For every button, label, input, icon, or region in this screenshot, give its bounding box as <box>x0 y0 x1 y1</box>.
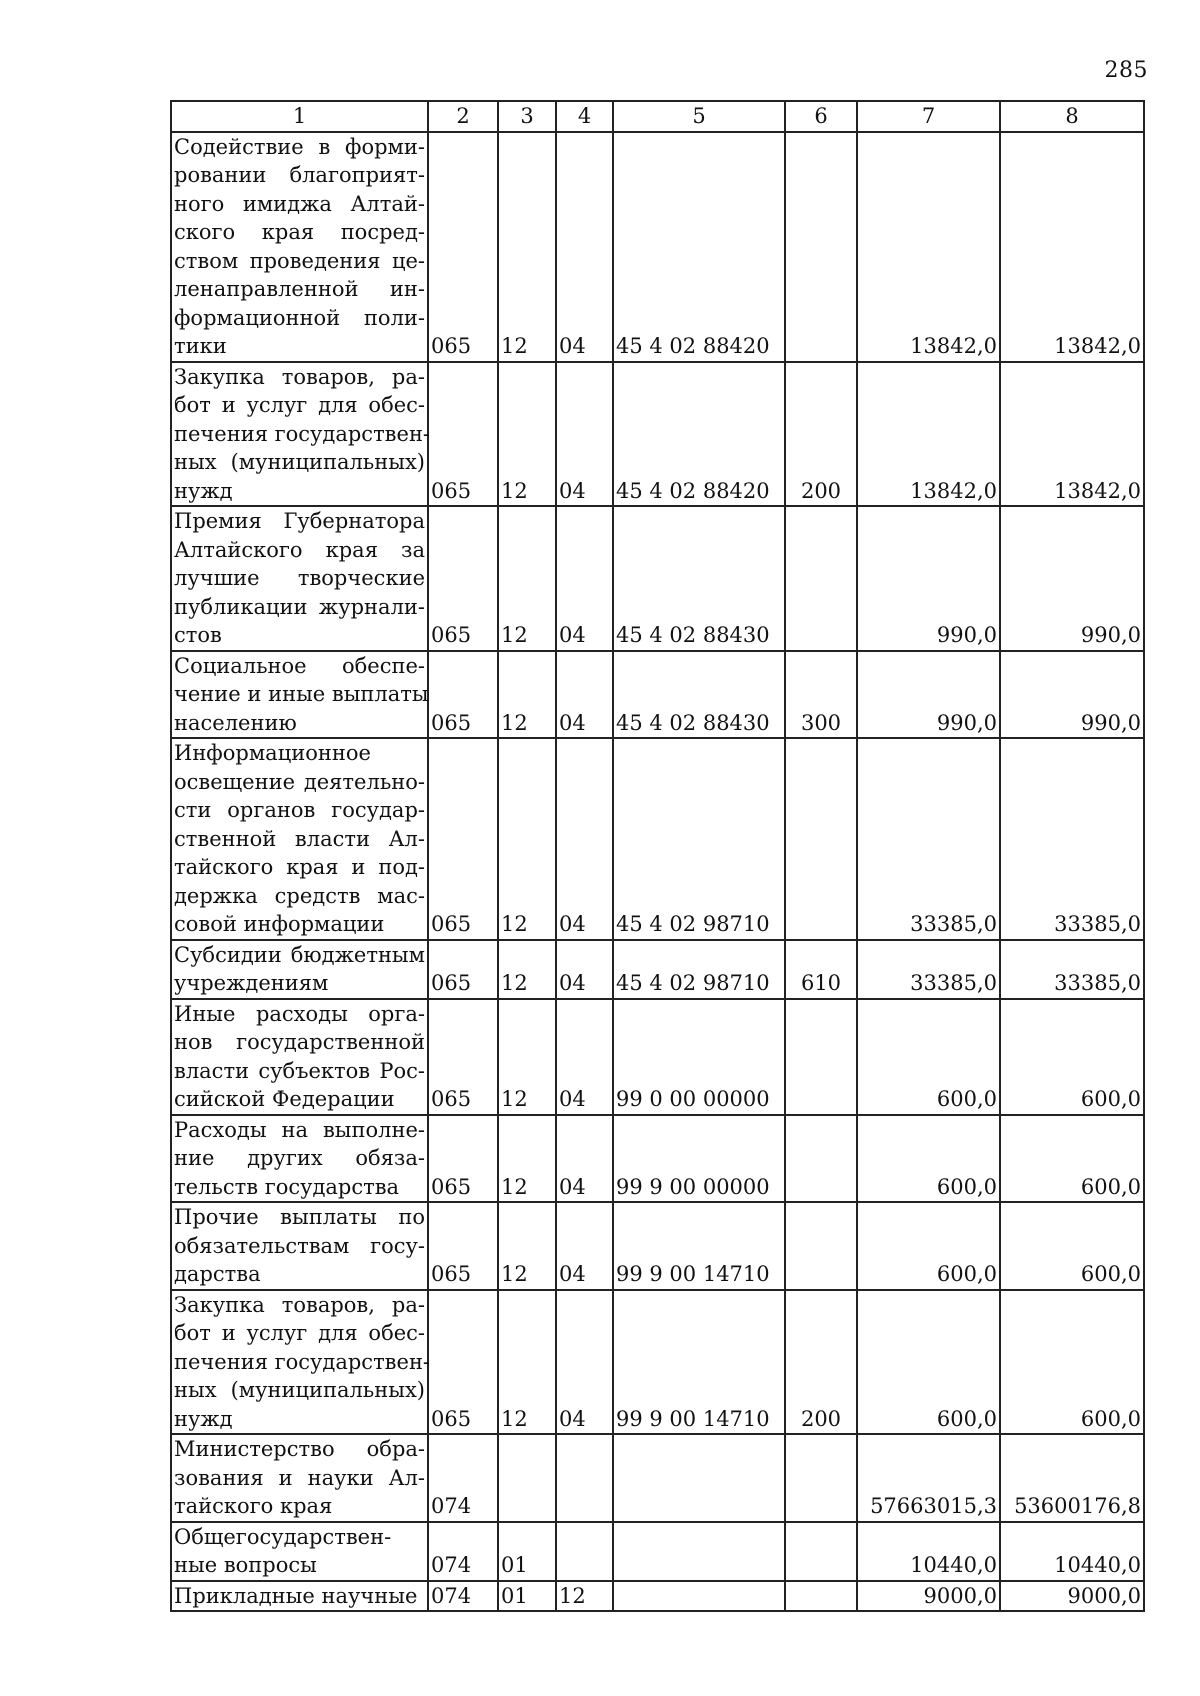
col-5-target-article: 99 0 00 00000 <box>613 999 785 1115</box>
row-name-line: ровании благоприят- <box>174 163 425 187</box>
col-3-section: 12 <box>498 1202 556 1290</box>
col-7-amount: 990,0 <box>857 506 1000 651</box>
col-7-amount: 33385,0 <box>857 940 1000 999</box>
col-5-target-article: 45 4 02 98710 <box>613 738 785 940</box>
table-row <box>171 1115 1144 1203</box>
header-col-3: 3 <box>498 101 556 132</box>
row-name-line: ные вопросы <box>174 1553 317 1577</box>
col-7-amount: 33385,0 <box>857 738 1000 940</box>
col-4-subsection: 04 <box>556 1202 613 1290</box>
row-name-line: ние других обяза- <box>174 1146 425 1170</box>
row-name <box>171 1434 428 1522</box>
col-4-subsection: 04 <box>556 651 613 739</box>
col-4-subsection: 04 <box>556 1290 613 1435</box>
row-name <box>171 651 428 739</box>
row-name-line: бот и услуг для обес- <box>174 1321 425 1345</box>
row-name-line: тики <box>174 334 227 358</box>
row-name-line: зования и науки Ал- <box>174 1465 425 1490</box>
row-name <box>171 1581 428 1612</box>
col-5-target-article <box>613 1522 785 1581</box>
row-name-line: населению <box>174 710 297 735</box>
col-5-target-article: 45 4 02 88430 <box>613 651 785 739</box>
header-col-4: 4 <box>556 101 613 132</box>
table-row <box>171 506 1144 651</box>
row-name-line: чение и иные выплаты <box>174 682 429 706</box>
col-4-subsection: 04 <box>556 940 613 999</box>
row-name-line: тельств государства <box>174 1174 400 1199</box>
col-7-amount: 9000,0 <box>857 1581 1000 1612</box>
row-name-line: лучшие творческие <box>174 566 425 590</box>
col-6-expense-type: 200 <box>785 362 857 507</box>
col-7-amount: 10440,0 <box>857 1522 1000 1581</box>
col-7-amount: 600,0 <box>857 999 1000 1115</box>
col-6-expense-type <box>785 506 857 651</box>
header-col-1: 1 <box>171 101 428 132</box>
row-name-line: сти органов государ- <box>174 798 425 822</box>
row-name-line: ственной власти Ал- <box>174 826 425 851</box>
row-name-line: ского края посред- <box>174 220 425 244</box>
row-name-line: ных (муниципальных) <box>174 450 425 474</box>
col-4-subsection: 04 <box>556 132 613 362</box>
col-7-amount: 600,0 <box>857 1115 1000 1203</box>
row-name-line: бот и услуг для обес- <box>174 393 425 417</box>
col-6-expense-type <box>785 1581 857 1612</box>
col-5-target-article <box>613 1434 785 1522</box>
col-7-amount: 13842,0 <box>857 132 1000 362</box>
col-6-expense-type <box>785 738 857 940</box>
row-name-line: Иные расходы орга- <box>174 1001 425 1026</box>
col-4-subsection: 04 <box>556 999 613 1115</box>
col-6-expense-type: 200 <box>785 1290 857 1435</box>
table-row <box>171 1202 1144 1290</box>
row-name-line: ленаправленной ин- <box>174 277 425 301</box>
row-name-line: Содействие в форми- <box>174 134 425 159</box>
row-name-line: власти субъектов Рос- <box>174 1058 425 1083</box>
row-name <box>171 940 428 999</box>
row-name-line: обязательствам госу- <box>174 1233 425 1258</box>
row-name-line: Социальное обеспе- <box>174 653 425 678</box>
col-6-expense-type: 300 <box>785 651 857 739</box>
table-row <box>171 940 1144 999</box>
col-8-amount: 600,0 <box>1000 1290 1144 1435</box>
col-8-amount: 990,0 <box>1000 651 1144 739</box>
row-name-line: публикации журнали- <box>174 594 425 619</box>
row-name-line: тайского края и под- <box>174 855 425 879</box>
col-2-chapter: 074 <box>428 1581 498 1612</box>
table-row <box>171 1434 1144 1522</box>
row-name-line: Премия Губернатора <box>174 509 425 533</box>
col-6-expense-type: 610 <box>785 940 857 999</box>
row-name-line: освещение деятельно- <box>174 769 425 794</box>
header-col-6: 6 <box>785 101 857 132</box>
header-col-8: 8 <box>1000 101 1144 132</box>
col-5-target-article <box>613 1581 785 1612</box>
col-6-expense-type <box>785 999 857 1115</box>
col-5-target-article: 45 4 02 88430 <box>613 506 785 651</box>
col-2-chapter: 065 <box>428 506 498 651</box>
col-3-section: 12 <box>498 738 556 940</box>
row-name-line: сийской Федерации <box>174 1087 395 1111</box>
row-name-line: ством проведения це- <box>174 248 425 273</box>
row-name <box>171 738 428 940</box>
col-4-subsection: 04 <box>556 506 613 651</box>
col-3-section: 12 <box>498 506 556 651</box>
col-7-amount: 600,0 <box>857 1290 1000 1435</box>
table-row <box>171 1522 1144 1581</box>
row-name-line: держка средств мас- <box>174 883 425 908</box>
col-8-amount: 13842,0 <box>1000 132 1144 362</box>
col-5-target-article: 45 4 02 88420 <box>613 132 785 362</box>
row-name <box>171 999 428 1115</box>
col-8-amount: 990,0 <box>1000 506 1144 651</box>
col-6-expense-type <box>785 132 857 362</box>
col-2-chapter: 074 <box>428 1522 498 1581</box>
col-5-target-article: 99 9 00 00000 <box>613 1115 785 1203</box>
table-row <box>171 362 1144 507</box>
col-5-target-article: 99 9 00 14710 <box>613 1202 785 1290</box>
page-number: 285 <box>1104 58 1148 83</box>
col-6-expense-type <box>785 1115 857 1203</box>
col-8-amount: 9000,0 <box>1000 1581 1144 1612</box>
col-3-section: 01 <box>498 1522 556 1581</box>
table-row <box>171 132 1144 362</box>
row-name-line: ного имиджа Алтай- <box>174 191 425 216</box>
col-6-expense-type <box>785 1522 857 1581</box>
row-name <box>171 1202 428 1290</box>
row-name-line: тайского края <box>174 1494 333 1518</box>
col-2-chapter: 065 <box>428 940 498 999</box>
row-name-line: Алтайского края за <box>174 537 425 562</box>
row-name <box>171 132 428 362</box>
col-6-expense-type <box>785 1202 857 1290</box>
col-3-section: 12 <box>498 651 556 739</box>
row-name-line: нужд <box>174 478 233 503</box>
col-8-amount: 600,0 <box>1000 1202 1144 1290</box>
row-name-line: Прочие выплаты по <box>174 1205 425 1229</box>
col-3-section: 12 <box>498 132 556 362</box>
col-2-chapter: 065 <box>428 999 498 1115</box>
col-8-amount: 600,0 <box>1000 999 1144 1115</box>
col-4-subsection: 04 <box>556 362 613 507</box>
col-4-subsection: 04 <box>556 738 613 940</box>
header-col-5: 5 <box>613 101 785 132</box>
row-name-line: формационной поли- <box>174 305 425 330</box>
col-3-section: 12 <box>498 1290 556 1435</box>
row-name-line: Субсидии бюджетным <box>174 942 425 967</box>
header-col-7: 7 <box>857 101 1000 132</box>
row-name-line: дарства <box>174 1262 261 1286</box>
col-2-chapter: 065 <box>428 132 498 362</box>
col-3-section: 12 <box>498 940 556 999</box>
row-name-line: печения государствен- <box>174 1349 431 1374</box>
col-7-amount: 13842,0 <box>857 362 1000 507</box>
row-name-line: Общегосударствен- <box>174 1524 392 1549</box>
col-5-target-article: 45 4 02 88420 <box>613 362 785 507</box>
col-2-chapter: 065 <box>428 651 498 739</box>
col-8-amount: 13842,0 <box>1000 362 1144 507</box>
col-8-amount: 10440,0 <box>1000 1522 1144 1581</box>
table-body <box>171 132 1144 1612</box>
row-name-line: Закупка товаров, ра- <box>174 1292 425 1317</box>
col-4-subsection: 04 <box>556 1115 613 1203</box>
header-col-2: 2 <box>428 101 498 132</box>
col-3-section: 01 <box>498 1581 556 1612</box>
col-8-amount: 53600176,8 <box>1000 1434 1144 1522</box>
col-8-amount: 600,0 <box>1000 1115 1144 1203</box>
col-4-subsection: 12 <box>556 1581 613 1612</box>
col-6-expense-type <box>785 1434 857 1522</box>
table-row <box>171 1581 1144 1612</box>
row-name <box>171 1115 428 1203</box>
table-row <box>171 1290 1144 1435</box>
row-name <box>171 1290 431 1435</box>
row-name-line: учреждениям <box>174 971 329 995</box>
col-7-amount: 57663015,3 <box>857 1434 1000 1522</box>
col-3-section <box>498 1434 556 1522</box>
table-row <box>171 651 1144 739</box>
col-2-chapter: 065 <box>428 362 498 507</box>
col-8-amount: 33385,0 <box>1000 738 1144 940</box>
col-7-amount: 600,0 <box>857 1202 1000 1290</box>
row-name <box>171 506 428 651</box>
col-5-target-article: 99 9 00 14710 <box>613 1290 785 1435</box>
col-3-section: 12 <box>498 999 556 1115</box>
row-name <box>171 362 431 507</box>
row-name-line: печения государствен- <box>174 421 431 446</box>
col-2-chapter: 065 <box>428 1115 498 1203</box>
table-row <box>171 738 1144 940</box>
row-name-line: стов <box>174 623 222 647</box>
row-name-line: ных (муниципальных) <box>174 1378 425 1402</box>
row-name-line: Закупка товаров, ра- <box>174 364 425 389</box>
row-name-line: нов государственной <box>174 1030 425 1054</box>
row-name-line: Прикладные научные <box>174 1583 418 1608</box>
col-2-chapter: 065 <box>428 1202 498 1290</box>
col-4-subsection <box>556 1522 613 1581</box>
col-4-subsection <box>556 1434 613 1522</box>
row-name <box>171 1522 428 1581</box>
row-name-line: нужд <box>174 1406 233 1431</box>
table-row <box>171 999 1144 1115</box>
col-2-chapter: 074 <box>428 1434 498 1522</box>
col-2-chapter: 065 <box>428 738 498 940</box>
row-name-line: Расходы на выполне- <box>174 1117 425 1142</box>
col-8-amount: 33385,0 <box>1000 940 1144 999</box>
row-name-line: совой информации <box>174 912 385 936</box>
col-3-section: 12 <box>498 1115 556 1203</box>
col-2-chapter: 065 <box>428 1290 498 1435</box>
budget-table <box>170 100 1145 1612</box>
header-row <box>171 101 1144 132</box>
col-7-amount: 990,0 <box>857 651 1000 739</box>
row-name-line: Информационное <box>174 741 371 765</box>
row-name-line: Министерство обра- <box>174 1437 425 1461</box>
col-3-section: 12 <box>498 362 556 507</box>
col-5-target-article: 45 4 02 98710 <box>613 940 785 999</box>
